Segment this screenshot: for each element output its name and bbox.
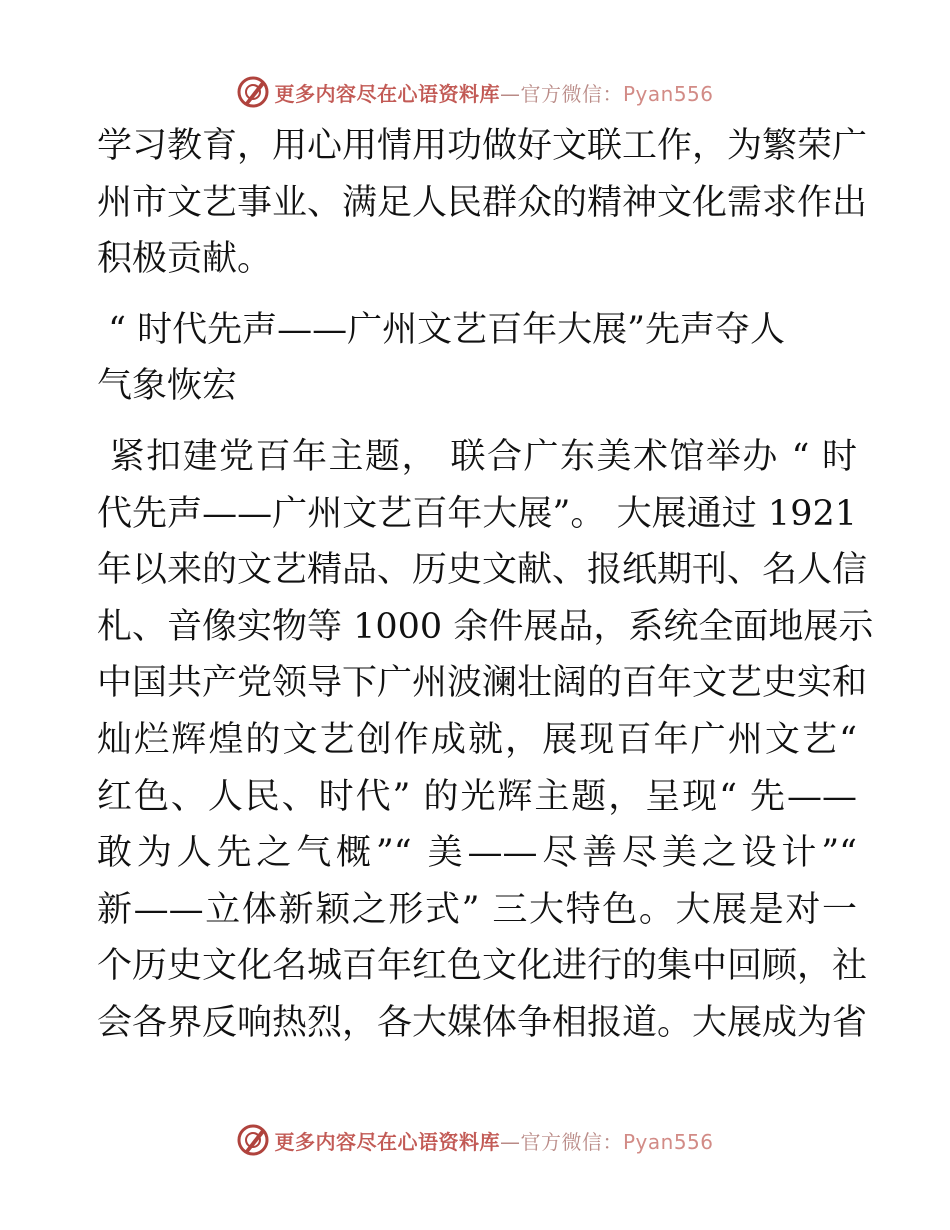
text-line: 新——立体新颖之形式” 三大特色。大展是对一 bbox=[97, 889, 857, 930]
text-line: 气象恢宏 bbox=[97, 366, 238, 407]
paragraph-1 bbox=[97, 118, 868, 288]
footer-separator: — bbox=[499, 1129, 521, 1154]
text-line: 积极贡献。 bbox=[97, 239, 273, 280]
page-footer bbox=[0, 1120, 950, 1160]
footer-brand-text: 更多内容尽在心语资料库 bbox=[274, 1129, 500, 1154]
text-line: 个历史文化名城百年红色文化进行的集中回顾，社 bbox=[97, 946, 868, 987]
footer-wechat-label: 官方微信： bbox=[520, 1129, 623, 1154]
text-line: 紧扣建党百年主题， 联合广东美术馆举办 “ 时 bbox=[97, 436, 857, 477]
text-line: 红色、人民、时代” 的光辉主题，呈现“ 先—— bbox=[97, 776, 857, 817]
text-line: 灿烂辉煌的文艺创作成就，展现百年广州文艺“ bbox=[97, 719, 857, 760]
text-line: 中国共产党领导下广州波澜壮阔的百年文艺史实和 bbox=[97, 663, 868, 704]
page-header bbox=[0, 72, 950, 112]
header-wechat-id: Pyan556 bbox=[622, 81, 714, 106]
footer-wechat-id: Pyan556 bbox=[622, 1129, 714, 1154]
pen-logo-icon bbox=[236, 75, 270, 109]
text-line: “ 时代先声——广州文艺百年大展”先声夺人 bbox=[97, 309, 786, 350]
text-line: 年以来的文艺精品、历史文献、报纸期刊、名人信 bbox=[97, 550, 868, 591]
text-line: 代先声——广州文艺百年大展”。 大展通过 1921 bbox=[97, 493, 857, 534]
text-line: 学习教育，用心用情用功做好文联工作，为繁荣广 bbox=[97, 126, 868, 166]
text-line: 敢为人先之气概”“ 美——尽善尽美之设计”“ bbox=[97, 833, 857, 874]
text-line: 会各界反响热烈，各大媒体争相报道。大展成为省 bbox=[97, 1002, 868, 1043]
section-heading bbox=[97, 302, 857, 415]
header-brand-text: 更多内容尽在心语资料库 bbox=[274, 81, 500, 106]
header-wechat-label: 官方微信： bbox=[520, 81, 623, 106]
header-separator: — bbox=[499, 81, 521, 106]
document-body bbox=[97, 118, 874, 1052]
text-line: 札、音像实物等 1000 余件展品，系统全面地展示 bbox=[97, 606, 874, 647]
paragraph-2 bbox=[97, 429, 874, 1052]
text-line: 州市文艺事业、满足人民群众的精神文化需求作出 bbox=[97, 182, 868, 223]
pen-logo-icon bbox=[236, 1123, 270, 1157]
